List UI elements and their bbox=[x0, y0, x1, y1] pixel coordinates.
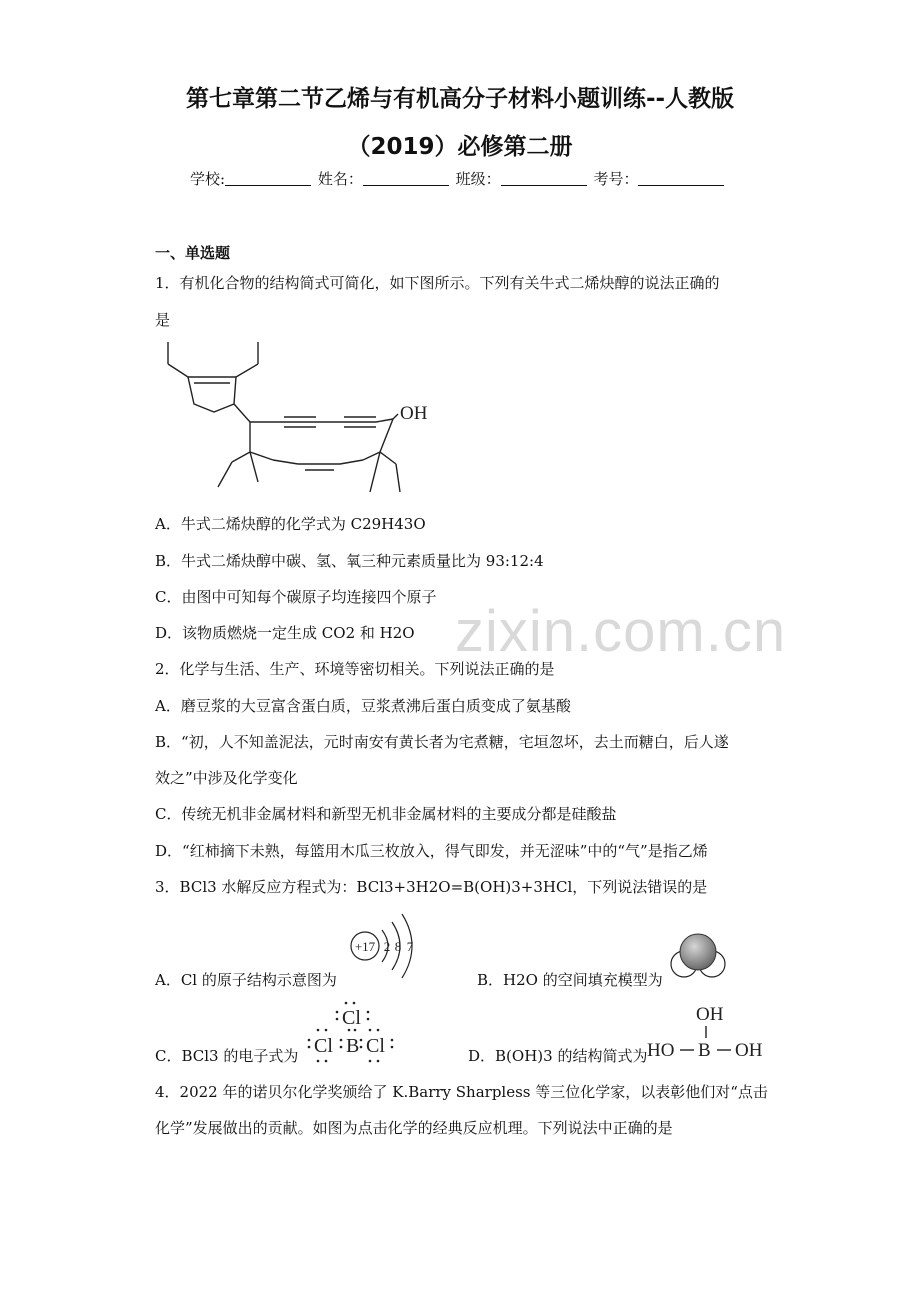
boh3-oh-top: OH bbox=[696, 1004, 724, 1025]
q3-option-b: B．H2O 的空间填充模型为 bbox=[477, 971, 663, 989]
page-subtitle: （2019）必修第二册 bbox=[347, 134, 573, 160]
q1-stem-line2: 是 bbox=[155, 311, 171, 329]
class-label: 班级： bbox=[455, 170, 501, 188]
school-blank bbox=[225, 170, 311, 186]
q1-stem-line1: 1．有机化合物的结构简式可简化，如下图所示。下列有关牛式二烯炔醇的说法正确的 bbox=[155, 274, 720, 292]
number-blank bbox=[638, 170, 724, 186]
lewis-cl-top: Cl bbox=[342, 1007, 361, 1029]
watermark: zixin.com.cn bbox=[455, 599, 787, 664]
student-info-fields bbox=[190, 168, 726, 189]
q1-option-a: A．牛式二烯炔醇的化学式为 C29H43O bbox=[155, 515, 426, 533]
page-title: 第七章第二节乙烯与有机高分子材料小题训练--人教版 bbox=[185, 86, 735, 112]
school-label: 学校: bbox=[190, 170, 226, 188]
cl-shell-1: 2 bbox=[383, 939, 391, 954]
cl-shell-3: 7 bbox=[406, 939, 414, 954]
cl-atom-structure-diagram bbox=[346, 910, 424, 980]
q2-stem: 2．化学与生活、生产、环境等密切相关。下列说法正确的是 bbox=[155, 660, 555, 678]
q1-option-d: D．该物质燃烧一定生成 CO2 和 H2O bbox=[155, 624, 415, 642]
boh3-structure-diagram bbox=[644, 1000, 770, 1064]
boh3-b-center: B bbox=[698, 1040, 711, 1061]
q4-stem-line1: 4．2022 年的诺贝尔化学奖颁给了 K.Barry Sharpless 等三位化学家，以表彰他们对“点击 bbox=[155, 1083, 768, 1101]
q1-oh-label: OH bbox=[400, 403, 428, 424]
class-blank bbox=[501, 170, 587, 186]
q3-option-d: D．B(OH)3 的结构简式为 bbox=[468, 1047, 648, 1065]
q1-option-b: B．牛式二烯炔醇中碳、氢、氧三种元素质量比为 93:12:4 bbox=[155, 552, 544, 570]
q3-stem: 3．BCl3 水解反应方程式为：BCl3+3H2O=B(OH)3+3HCl，下列说法错误的是 bbox=[155, 878, 708, 896]
name-label: 姓名： bbox=[317, 170, 363, 188]
h2o-space-filling-model bbox=[668, 932, 728, 980]
lewis-b-center: B bbox=[346, 1035, 360, 1057]
q4-stem-line2: 化学”发展做出的贡献。如图为点击化学的经典反应机理。下列说法中正确的是 bbox=[155, 1119, 673, 1137]
boh3-oh-right: OH bbox=[735, 1040, 763, 1061]
bcl3-electron-formula bbox=[304, 1000, 404, 1064]
cl-nucleus-label: +17 bbox=[354, 939, 376, 954]
q1-structure-diagram bbox=[158, 342, 438, 494]
lewis-cl-right: Cl bbox=[366, 1035, 385, 1057]
q3-option-a: A．Cl 的原子结构示意图为 bbox=[155, 971, 337, 989]
name-blank bbox=[363, 170, 449, 186]
q3-option-c: C．BCl3 的电子式为 bbox=[155, 1047, 299, 1065]
boh3-ho-left: HO bbox=[647, 1040, 675, 1061]
q2-option-d: D．“红柿摘下未熟，每篮用木瓜三枚放入，得气即发，并无涩味”中的“气”是指乙烯 bbox=[155, 842, 708, 860]
q2-option-a: A．磨豆浆的大豆富含蛋白质，豆浆煮沸后蛋白质变成了氨基酸 bbox=[155, 697, 571, 715]
section-heading: 一、单选题 bbox=[155, 244, 231, 262]
q2-option-b-line1: B．“初，人不知盖泥法，元时南安有黄长者为宅煮糖，宅垣忽坏，去土而糖白，后人遂 bbox=[155, 733, 729, 751]
q1-option-c: C．由图中可知每个碳原子均连接四个原子 bbox=[155, 588, 437, 606]
q2-option-b-line2: 效之”中涉及化学变化 bbox=[155, 769, 298, 787]
number-label: 考号： bbox=[593, 170, 639, 188]
cl-shell-2: 8 bbox=[394, 939, 402, 954]
lewis-cl-left: Cl bbox=[314, 1035, 333, 1057]
q2-option-c: C．传统无机非金属材料和新型无机非金属材料的主要成分都是硅酸盐 bbox=[155, 805, 617, 823]
